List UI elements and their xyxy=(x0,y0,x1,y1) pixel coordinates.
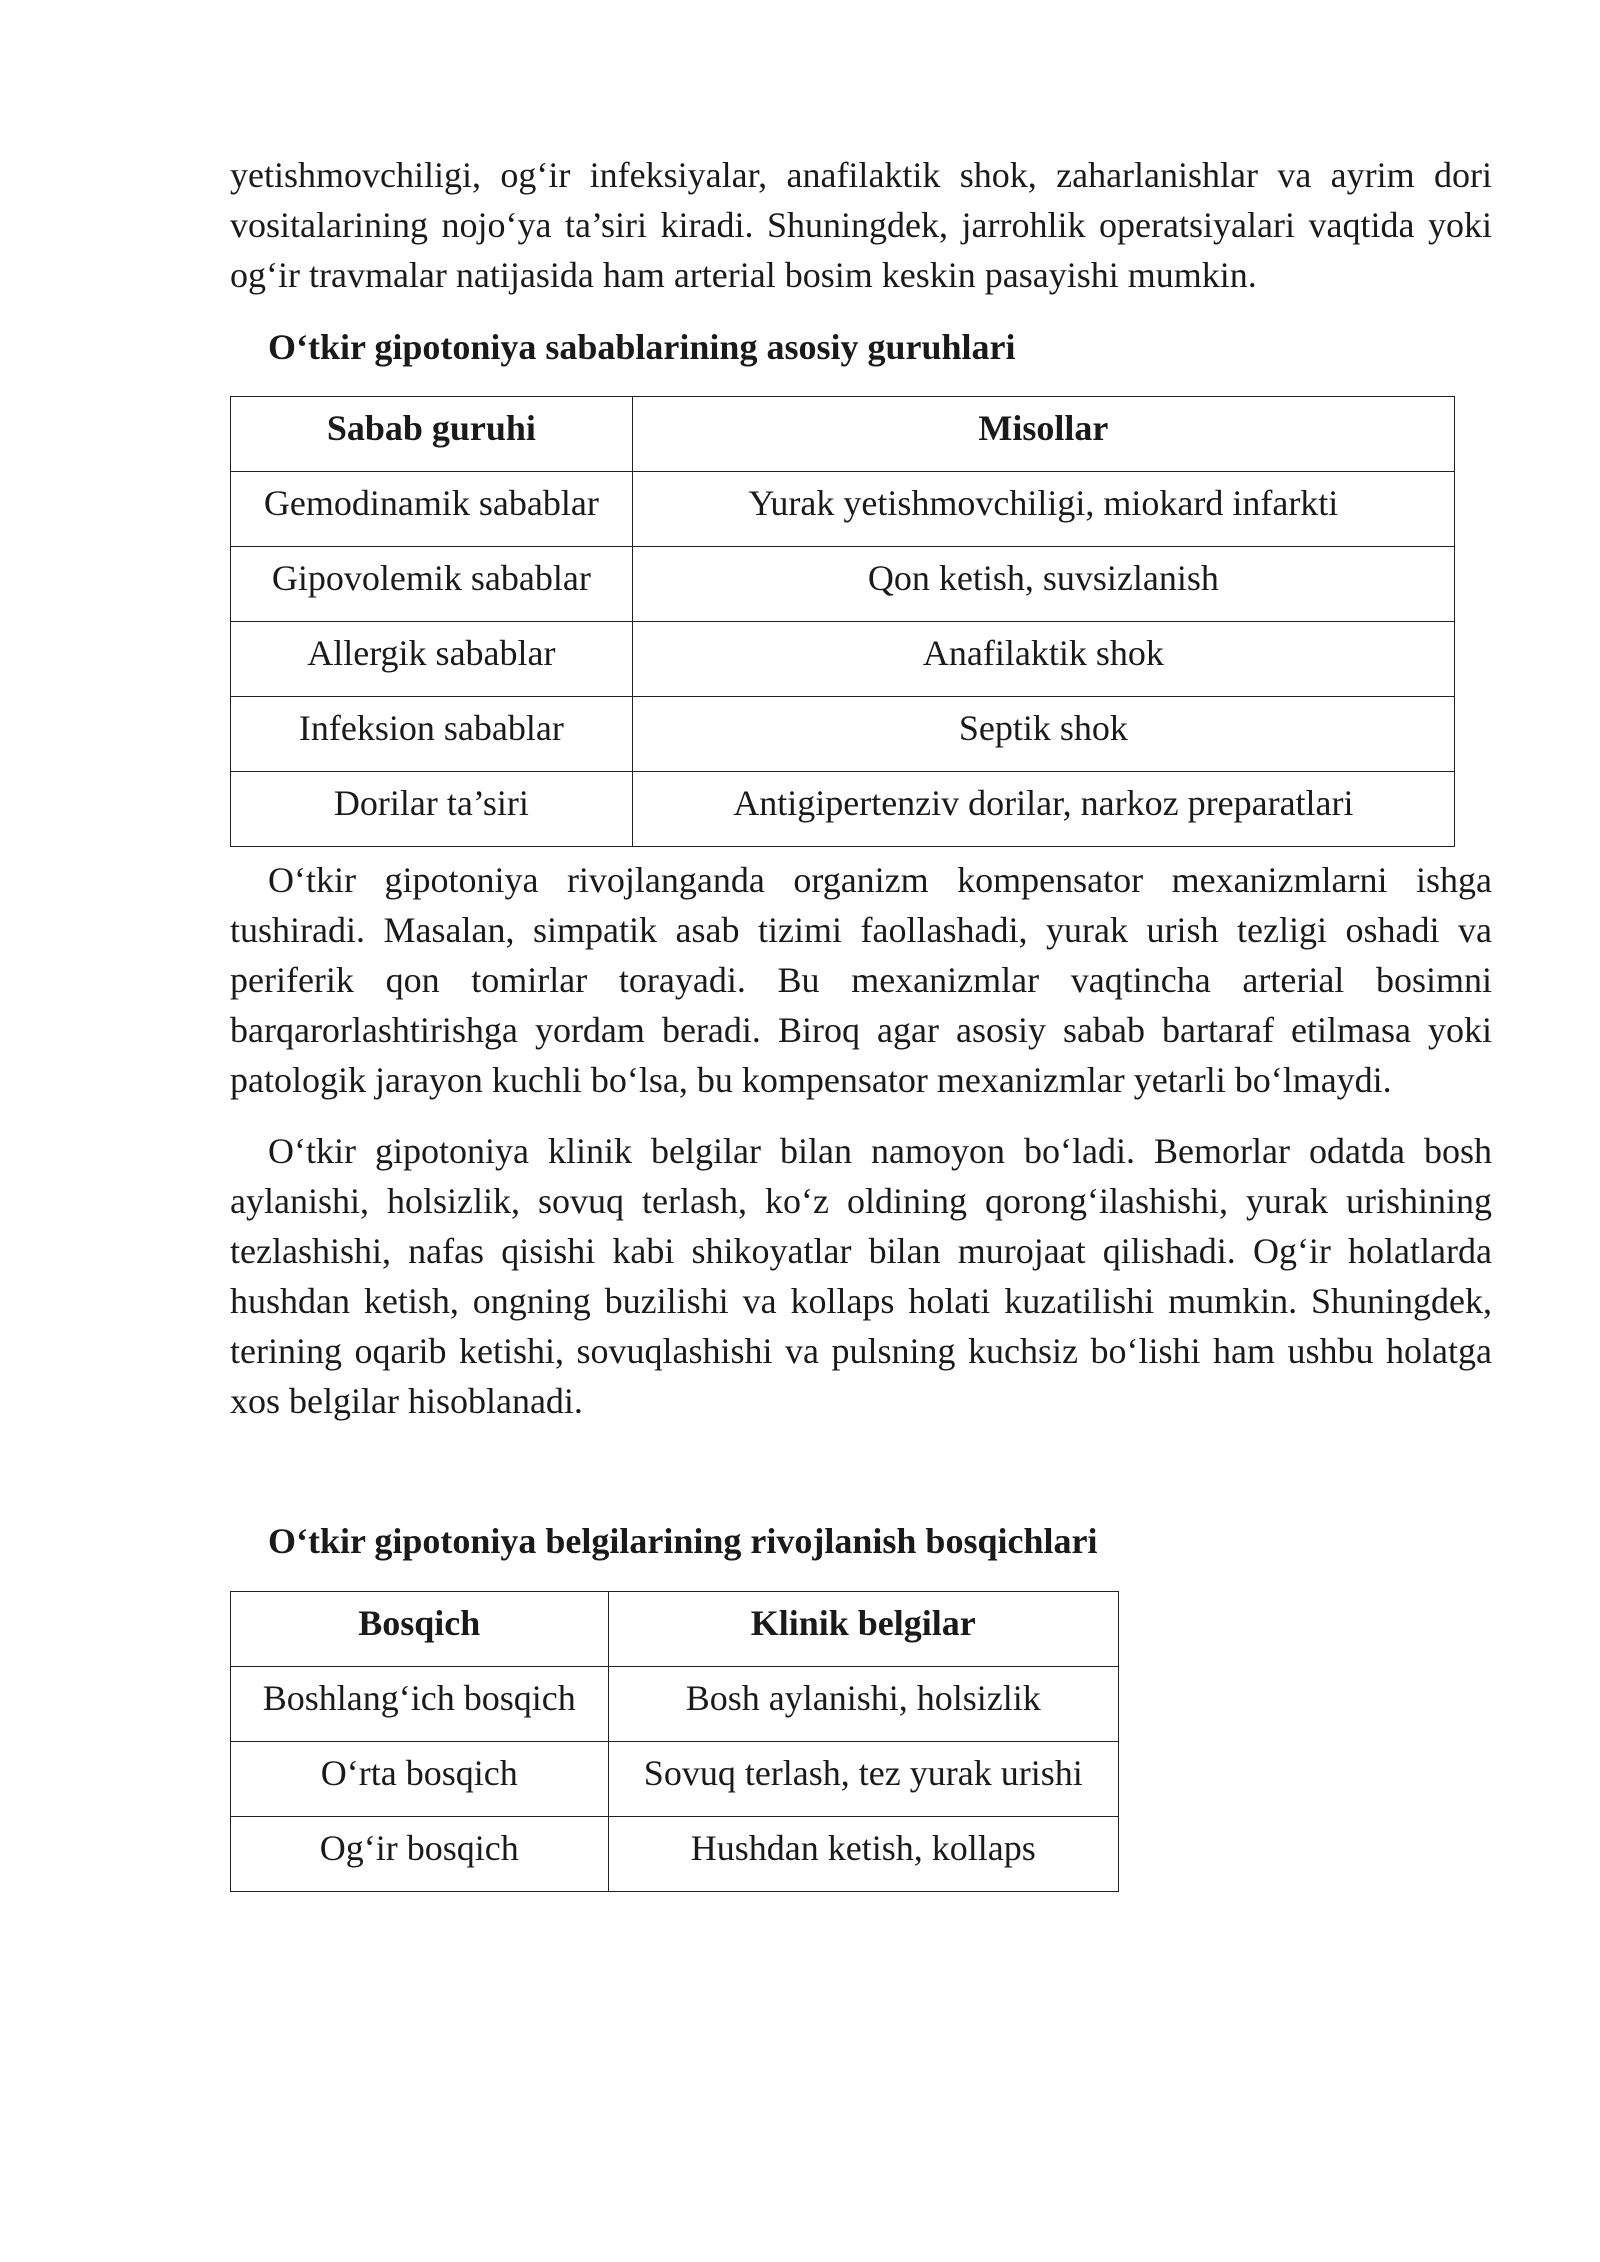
table-cell: Bosh aylanishi, holsizlik xyxy=(608,1667,1118,1742)
table-cell: Gipovolemik sabablar xyxy=(231,547,633,622)
table2-heading: O‘tkir gipotoniya belgilarining rivojlanish bosqichlari xyxy=(268,1521,1098,1561)
table-row xyxy=(231,772,1455,847)
table-cell: Og‘ir bosqich xyxy=(231,1817,609,1892)
table-cell: Septik shok xyxy=(632,697,1454,772)
table-cell: Hushdan ketish, kollaps xyxy=(608,1817,1118,1892)
table-header-row xyxy=(231,1592,1119,1667)
table-cell: Gemodinamik sabablar xyxy=(231,472,633,547)
table-row xyxy=(231,1817,1119,1892)
symptoms-paragraph: O‘tkir gipotoniya klinik belgilar bilan namoyon bo‘ladi. Bemorlar odatda bosh aylanishi, holsizlik, sovuq terlash, ko‘z oldining qorong‘ilashishi, yurak urishining tezlashishi, nafas qisishi kabi shikoyatlar bilan murojaat qilishadi. Og‘ir holatlarda hushdan ketish, ongning buzilishi va kollaps holati kuzatilishi mumkin. Shuningdek, terining oqarib ketishi, sovuqlashishi va pulsning kuchsiz bo‘lishi ham ushbu holatga xos belgilar hisoblanadi. xyxy=(230,1131,1492,1421)
compensation-paragraph: O‘tkir gipotoniya rivojlanganda organizm kompensator mexanizmlarni ishga tushiradi. Masalan, simpatik asab tizimi faollashadi, yurak urish tezligi oshadi va periferik qon tomirlar torayadi. Bu mexanizmlar vaqtincha arterial bosimni barqarorlashtirishga yordam beradi. Biroq agar asosiy sabab bartaraf etilmasa yoki patologik jarayon kuchli bo‘lsa, bu kompensator mexanizmlar yetarli bo‘lmaydi. xyxy=(230,860,1492,1100)
table-cell: Anafilaktik shok xyxy=(632,622,1454,697)
table-cell: Sovuq terlash, tez yurak urishi xyxy=(608,1742,1118,1817)
column-header: Sabab guruhi xyxy=(231,397,633,472)
table-row xyxy=(231,697,1455,772)
table-row xyxy=(231,547,1455,622)
table1-heading: O‘tkir gipotoniya sabablarining asosiy guruhlari xyxy=(268,327,1016,367)
table-row xyxy=(231,622,1455,697)
table-row xyxy=(231,1667,1119,1742)
table-cell: Antigipertenziv dorilar, narkoz preparatlari xyxy=(632,772,1454,847)
table-cell: Yurak yetishmovchiligi, miokard infarkti xyxy=(632,472,1454,547)
causes-table xyxy=(230,396,1455,847)
column-header: Misollar xyxy=(632,397,1454,472)
table-cell: Allergik sabablar xyxy=(231,622,633,697)
intro-paragraph: yetishmovchiligi, og‘ir infeksiyalar, anafilaktik shok, zaharlanishlar va ayrim dori vositalarining nojo‘ya ta’siri kiradi. Shuningdek, jarrohlik operatsiyalari vaqtida yoki og‘ir travmalar natijasida ham arterial bosim keskin pasayishi mumkin. xyxy=(230,155,1492,295)
stages-table xyxy=(230,1591,1119,1892)
table-cell: Boshlang‘ich bosqich xyxy=(231,1667,609,1742)
table-header-row xyxy=(231,397,1455,472)
table-cell: Dorilar ta’siri xyxy=(231,772,633,847)
column-header: Bosqich xyxy=(231,1592,609,1667)
column-header: Klinik belgilar xyxy=(608,1592,1118,1667)
table-cell: O‘rta bosqich xyxy=(231,1742,609,1817)
table-cell: Qon ketish, suvsizlanish xyxy=(632,547,1454,622)
table-row xyxy=(231,1742,1119,1817)
table-cell: Infeksion sabablar xyxy=(231,697,633,772)
table-row xyxy=(231,472,1455,547)
